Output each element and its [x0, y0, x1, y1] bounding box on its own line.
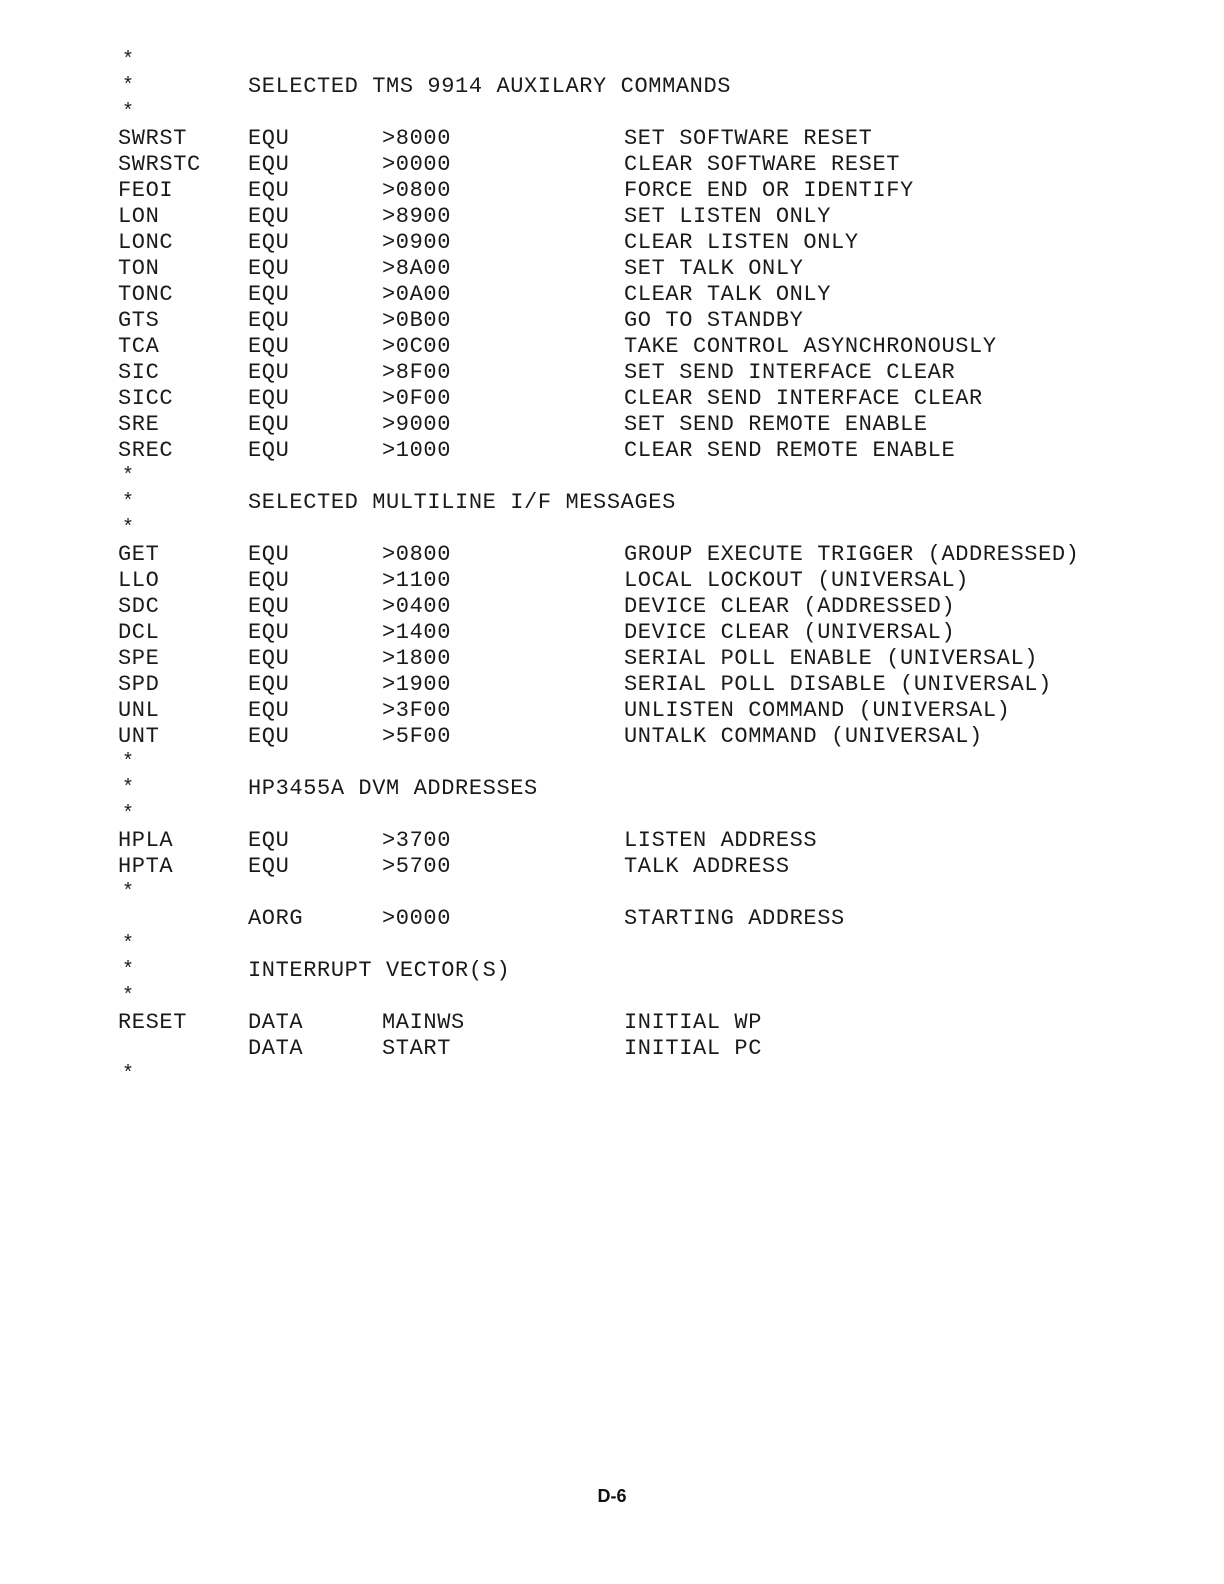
- comment-field: CLEAR TALK ONLY: [624, 282, 832, 307]
- section-heading: HP3455A DVM ADDRESSES: [248, 776, 538, 801]
- comment-star-line: [118, 750, 1188, 776]
- label-field: DCL: [118, 620, 160, 645]
- operand-field: >0C00: [382, 334, 452, 359]
- comment-field: UNLISTEN COMMAND (UNIVERSAL): [624, 698, 1011, 723]
- comment-field: CLEAR SEND REMOTE ENABLE: [624, 438, 956, 463]
- opcode-field: EQU: [248, 672, 290, 697]
- comment-star-line: [118, 100, 1188, 126]
- comment-field: STARTING ADDRESS: [624, 906, 845, 931]
- opcode-field: EQU: [248, 568, 290, 593]
- opcode-field: EQU: [248, 386, 290, 411]
- code-line: [118, 386, 1188, 412]
- comment-field: SET SEND INTERFACE CLEAR: [624, 360, 956, 385]
- operand-field: >0F00: [382, 386, 452, 411]
- comment-star: *: [122, 777, 135, 800]
- opcode-field: EQU: [248, 620, 290, 645]
- comment-star-line: [118, 802, 1188, 828]
- page-number: D-6: [597, 1486, 627, 1506]
- label-field: TONC: [118, 282, 174, 307]
- comment-field: CLEAR LISTEN ONLY: [624, 230, 859, 255]
- operand-field: >1800: [382, 646, 452, 671]
- label-field: SREC: [118, 438, 174, 463]
- operand-field: >3700: [382, 828, 452, 853]
- operand-field: >8A00: [382, 256, 452, 281]
- comment-field: CLEAR SOFTWARE RESET: [624, 152, 901, 177]
- comment-field: TALK ADDRESS: [624, 854, 790, 879]
- label-field: TCA: [118, 334, 160, 359]
- comment-field: SET SOFTWARE RESET: [624, 126, 873, 151]
- opcode-field: AORG: [248, 906, 304, 931]
- operand-field: >8000: [382, 126, 452, 151]
- label-field: HPTA: [118, 854, 174, 879]
- label-field: RESET: [118, 1010, 188, 1035]
- comment-star: *: [122, 75, 135, 98]
- opcode-field: EQU: [248, 230, 290, 255]
- comment-field: SET TALK ONLY: [624, 256, 804, 281]
- label-field: GTS: [118, 308, 160, 333]
- code-line: [118, 412, 1188, 438]
- comment-field: TAKE CONTROL ASYNCHRONOUSLY: [624, 334, 997, 359]
- comment-star: *: [122, 933, 135, 956]
- comment-field: GO TO STANDBY: [624, 308, 804, 333]
- code-line: [118, 1036, 1188, 1062]
- operand-field: >1100: [382, 568, 452, 593]
- comment-star: *: [122, 491, 135, 514]
- comment-star-line: [118, 516, 1188, 542]
- comment-field: LOCAL LOCKOUT (UNIVERSAL): [624, 568, 970, 593]
- opcode-field: EQU: [248, 828, 290, 853]
- operand-field: >9000: [382, 412, 452, 437]
- comment-star-line: [118, 464, 1188, 490]
- label-field: SIC: [118, 360, 160, 385]
- code-line: [118, 334, 1188, 360]
- opcode-field: EQU: [248, 308, 290, 333]
- code-line: [118, 360, 1188, 386]
- opcode-field: EQU: [248, 334, 290, 359]
- comment-field: SET LISTEN ONLY: [624, 204, 832, 229]
- label-field: UNT: [118, 724, 160, 749]
- comment-star-line: [118, 1062, 1188, 1088]
- label-field: SRE: [118, 412, 160, 437]
- comment-field: GROUP EXECUTE TRIGGER (ADDRESSED): [624, 542, 1080, 567]
- comment-field: UNTALK COMMAND (UNIVERSAL): [624, 724, 983, 749]
- comment-field: SERIAL POLL ENABLE (UNIVERSAL): [624, 646, 1039, 671]
- operand-field: >0800: [382, 178, 452, 203]
- code-line: [118, 152, 1188, 178]
- opcode-field: EQU: [248, 594, 290, 619]
- section-heading-line: [118, 490, 1188, 516]
- operand-field: >1000: [382, 438, 452, 463]
- section-heading: INTERRUPT VECTOR(S): [248, 958, 511, 983]
- label-field: SICC: [118, 386, 174, 411]
- opcode-field: EQU: [248, 282, 290, 307]
- opcode-field: EQU: [248, 204, 290, 229]
- label-field: SPE: [118, 646, 160, 671]
- comment-field: CLEAR SEND INTERFACE CLEAR: [624, 386, 983, 411]
- opcode-field: EQU: [248, 724, 290, 749]
- code-line: [118, 1010, 1188, 1036]
- label-field: UNL: [118, 698, 160, 723]
- operand-field: >5700: [382, 854, 452, 879]
- operand-field: >0400: [382, 594, 452, 619]
- label-field: GET: [118, 542, 160, 567]
- operand-field: >0800: [382, 542, 452, 567]
- operand-field: >5F00: [382, 724, 452, 749]
- opcode-field: DATA: [248, 1010, 304, 1035]
- code-line: [118, 256, 1188, 282]
- operand-field: >8F00: [382, 360, 452, 385]
- comment-star-line: [118, 984, 1188, 1010]
- code-line: [118, 282, 1188, 308]
- code-line: [118, 854, 1188, 880]
- opcode-field: EQU: [248, 854, 290, 879]
- section-heading: SELECTED MULTILINE I/F MESSAGES: [248, 490, 676, 515]
- opcode-field: EQU: [248, 178, 290, 203]
- code-line: [118, 646, 1188, 672]
- comment-star: *: [122, 881, 135, 904]
- code-line: [118, 438, 1188, 464]
- comment-star: *: [122, 517, 135, 540]
- opcode-field: EQU: [248, 698, 290, 723]
- opcode-field: DATA: [248, 1036, 304, 1061]
- comment-star-line: [118, 880, 1188, 906]
- code-line: [118, 542, 1188, 568]
- comment-field: FORCE END OR IDENTIFY: [624, 178, 914, 203]
- operand-field: MAINWS: [382, 1010, 465, 1035]
- opcode-field: EQU: [248, 256, 290, 281]
- code-line: [118, 724, 1188, 750]
- comment-star: *: [122, 959, 135, 982]
- opcode-field: EQU: [248, 438, 290, 463]
- operand-field: >0000: [382, 906, 452, 931]
- code-line: [118, 828, 1188, 854]
- operand-field: START: [382, 1036, 452, 1061]
- label-field: LON: [118, 204, 160, 229]
- code-line: [118, 308, 1188, 334]
- operand-field: >0000: [382, 152, 452, 177]
- label-field: LLO: [118, 568, 160, 593]
- operand-field: >0900: [382, 230, 452, 255]
- label-field: SWRSTC: [118, 152, 201, 177]
- operand-field: >8900: [382, 204, 452, 229]
- operand-field: >1900: [382, 672, 452, 697]
- comment-field: LISTEN ADDRESS: [624, 828, 818, 853]
- code-line: [118, 698, 1188, 724]
- section-heading-line: [118, 776, 1188, 802]
- opcode-field: EQU: [248, 126, 290, 151]
- comment-field: INITIAL WP: [624, 1010, 763, 1035]
- label-field: SWRST: [118, 126, 188, 151]
- operand-field: >0A00: [382, 282, 452, 307]
- opcode-field: EQU: [248, 360, 290, 385]
- code-line: [118, 594, 1188, 620]
- comment-field: SET SEND REMOTE ENABLE: [624, 412, 928, 437]
- operand-field: >3F00: [382, 698, 452, 723]
- operand-field: >0B00: [382, 308, 452, 333]
- comment-field: INITIAL PC: [624, 1036, 763, 1061]
- comment-star: *: [122, 49, 135, 72]
- code-line: [118, 672, 1188, 698]
- comment-star: *: [122, 465, 135, 488]
- code-line: [118, 204, 1188, 230]
- label-field: HPLA: [118, 828, 174, 853]
- section-heading-line: [118, 958, 1188, 984]
- comment-star-line: [118, 932, 1188, 958]
- comment-field: DEVICE CLEAR (ADDRESSED): [624, 594, 956, 619]
- label-field: TON: [118, 256, 160, 281]
- opcode-field: EQU: [248, 646, 290, 671]
- comment-star: *: [122, 751, 135, 774]
- comment-star-line: [118, 48, 1188, 74]
- label-field: SDC: [118, 594, 160, 619]
- label-field: SPD: [118, 672, 160, 697]
- comment-field: SERIAL POLL DISABLE (UNIVERSAL): [624, 672, 1052, 697]
- code-line: [118, 178, 1188, 204]
- code-line: [118, 620, 1188, 646]
- code-line: [118, 568, 1188, 594]
- opcode-field: EQU: [248, 412, 290, 437]
- label-field: LONC: [118, 230, 174, 255]
- label-field: FEOI: [118, 178, 174, 203]
- code-line: [118, 230, 1188, 256]
- operand-field: >1400: [382, 620, 452, 645]
- code-line: [118, 906, 1188, 932]
- comment-star: *: [122, 803, 135, 826]
- opcode-field: EQU: [248, 542, 290, 567]
- section-heading-line: [118, 74, 1188, 100]
- comment-star: *: [122, 985, 135, 1008]
- opcode-field: EQU: [248, 152, 290, 177]
- section-heading: SELECTED TMS 9914 AUXILARY COMMANDS: [248, 74, 732, 99]
- assembly-listing: [118, 48, 1188, 1088]
- comment-field: DEVICE CLEAR (UNIVERSAL): [624, 620, 956, 645]
- comment-star: *: [122, 1063, 135, 1086]
- comment-star: *: [122, 101, 135, 124]
- code-line: [118, 126, 1188, 152]
